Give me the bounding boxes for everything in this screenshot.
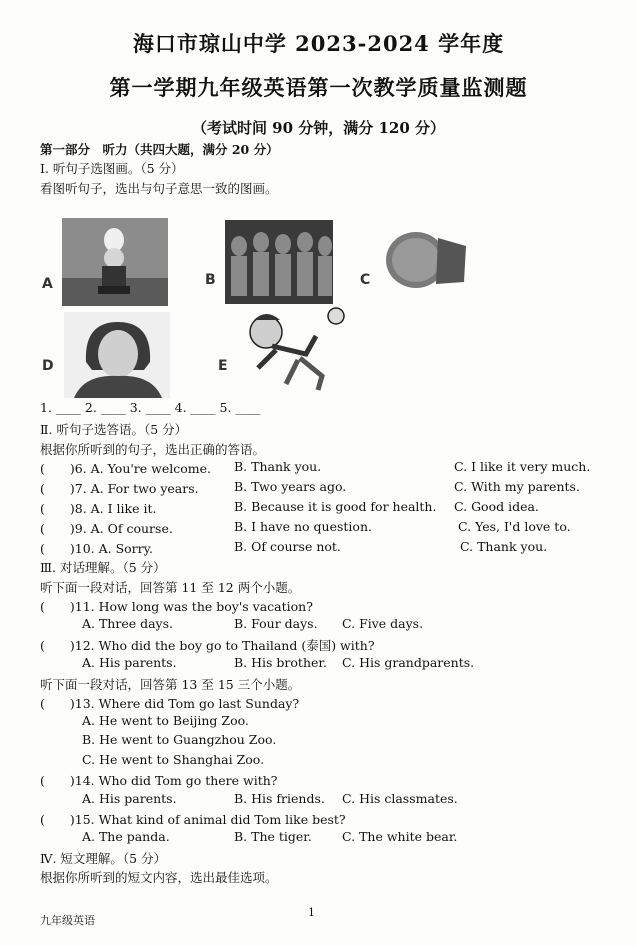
q6-option-b: B. Thank you. bbox=[234, 459, 322, 474]
answer-blanks[interactable]: 1. ____ 2. ____ 3. ____ 4. ____ 5. ____ bbox=[40, 400, 261, 415]
q15-option-a: A. The panda. bbox=[82, 829, 170, 844]
q8-option-c: C. Good idea. bbox=[454, 499, 539, 514]
q15-option-c: C. The white bear. bbox=[342, 829, 458, 844]
footer-subject: 九年级英语 bbox=[40, 914, 95, 927]
q7-option-a: ( )7. A. For two years. bbox=[40, 481, 199, 496]
pic-label-e: E bbox=[218, 358, 228, 374]
q14-question: ( )14. Who did Tom go there with? bbox=[40, 773, 278, 788]
q15-question: ( )15. What kind of animal did Tom like best? bbox=[40, 812, 346, 827]
section3-instruction-2: 听下面一段对话，回答第 13 至 15 三个小题。 bbox=[40, 677, 301, 692]
picture-c-mooncake bbox=[380, 222, 470, 294]
section1-instruction: 看图听句子，选出与句子意思一致的图画。 bbox=[40, 181, 278, 196]
section4-instruction: 根据你所听到的短文内容，选出最佳选项。 bbox=[40, 870, 278, 885]
q15-option-b: B. The tiger. bbox=[234, 829, 312, 844]
exam-info: （考试时间 90 分钟，满分 120 分） bbox=[191, 119, 446, 137]
pic-label-a: A bbox=[42, 276, 53, 292]
part1-heading: 第一部分 听力（共四大题，满分 20 分） bbox=[40, 142, 279, 157]
q11-option-c: C. Five days. bbox=[342, 616, 424, 631]
q9-option-b: B. I have no question. bbox=[234, 519, 372, 534]
q10-option-c: C. Thank you. bbox=[460, 539, 548, 554]
page-number: 1 bbox=[308, 906, 315, 919]
picture-b-terracotta-warriors bbox=[225, 220, 333, 304]
section2-title: Ⅱ. 听句子选答语。（5 分） bbox=[40, 422, 188, 437]
section4-title: Ⅳ. 短文理解。（5 分） bbox=[40, 851, 167, 866]
pic-label-b: B bbox=[205, 272, 216, 288]
q13-option-c: C. He went to Shanghai Zoo. bbox=[82, 752, 265, 767]
q8-option-b: B. Because it is good for health. bbox=[234, 499, 437, 514]
q6-option-c: C. I like it very much. bbox=[454, 459, 591, 474]
q14-option-c: C. His classmates. bbox=[342, 791, 458, 806]
picture-e-boy-playing-football bbox=[236, 306, 348, 394]
q7-option-b: B. Two years ago. bbox=[234, 479, 347, 494]
q11-option-b: B. Four days. bbox=[234, 616, 318, 631]
q12-option-b: B. His brother. bbox=[234, 655, 327, 670]
q12-option-a: A. His parents. bbox=[82, 655, 177, 670]
q11-question: ( )11. How long was the boy's vacation? bbox=[40, 599, 313, 614]
q14-option-b: B. His friends. bbox=[234, 791, 325, 806]
pic-label-c: C bbox=[360, 272, 371, 288]
exam-title-line1: 海口市琼山中学 2023-2024 学年度 bbox=[132, 31, 505, 56]
section3-title: Ⅲ. 对话理解。（5 分） bbox=[40, 560, 166, 575]
q12-option-c: C. His grandparents. bbox=[342, 655, 475, 670]
q11-option-a: A. Three days. bbox=[82, 616, 174, 631]
section3-instruction-1: 听下面一段对话，回答第 11 至 12 两个小题。 bbox=[40, 580, 301, 595]
q10-option-a: ( )10. A. Sorry. bbox=[40, 541, 153, 556]
section2-instruction: 根据你所听到的句子，选出正确的答语。 bbox=[40, 442, 266, 457]
q13-option-a: A. He went to Beijing Zoo. bbox=[82, 713, 249, 728]
q14-option-a: A. His parents. bbox=[82, 791, 177, 806]
q9-option-a: ( )9. A. Of course. bbox=[40, 521, 173, 536]
q12-question: ( )12. Who did the boy go to Thailand (泰国) with? bbox=[40, 638, 375, 653]
section1-title: Ⅰ. 听句子选图画。（5 分） bbox=[40, 161, 184, 176]
q8-option-a: ( )8. A. I like it. bbox=[40, 501, 157, 516]
q9-option-c: C. Yes, I'd love to. bbox=[458, 519, 571, 534]
q13-question: ( )13. Where did Tom go last Sunday? bbox=[40, 696, 300, 711]
picture-a-chef-figure bbox=[62, 218, 168, 306]
exam-title-line2: 第一学期九年级英语第一次教学质量监测题 bbox=[109, 75, 528, 100]
q6-option-a: ( )6. A. You're welcome. bbox=[40, 461, 211, 476]
picture-d-woman-portrait bbox=[64, 312, 170, 398]
q13-option-b: B. He went to Guangzhou Zoo. bbox=[82, 732, 277, 747]
q7-option-c: C. With my parents. bbox=[454, 479, 580, 494]
pic-label-d: D bbox=[42, 358, 54, 374]
q10-option-b: B. Of course not. bbox=[234, 539, 341, 554]
